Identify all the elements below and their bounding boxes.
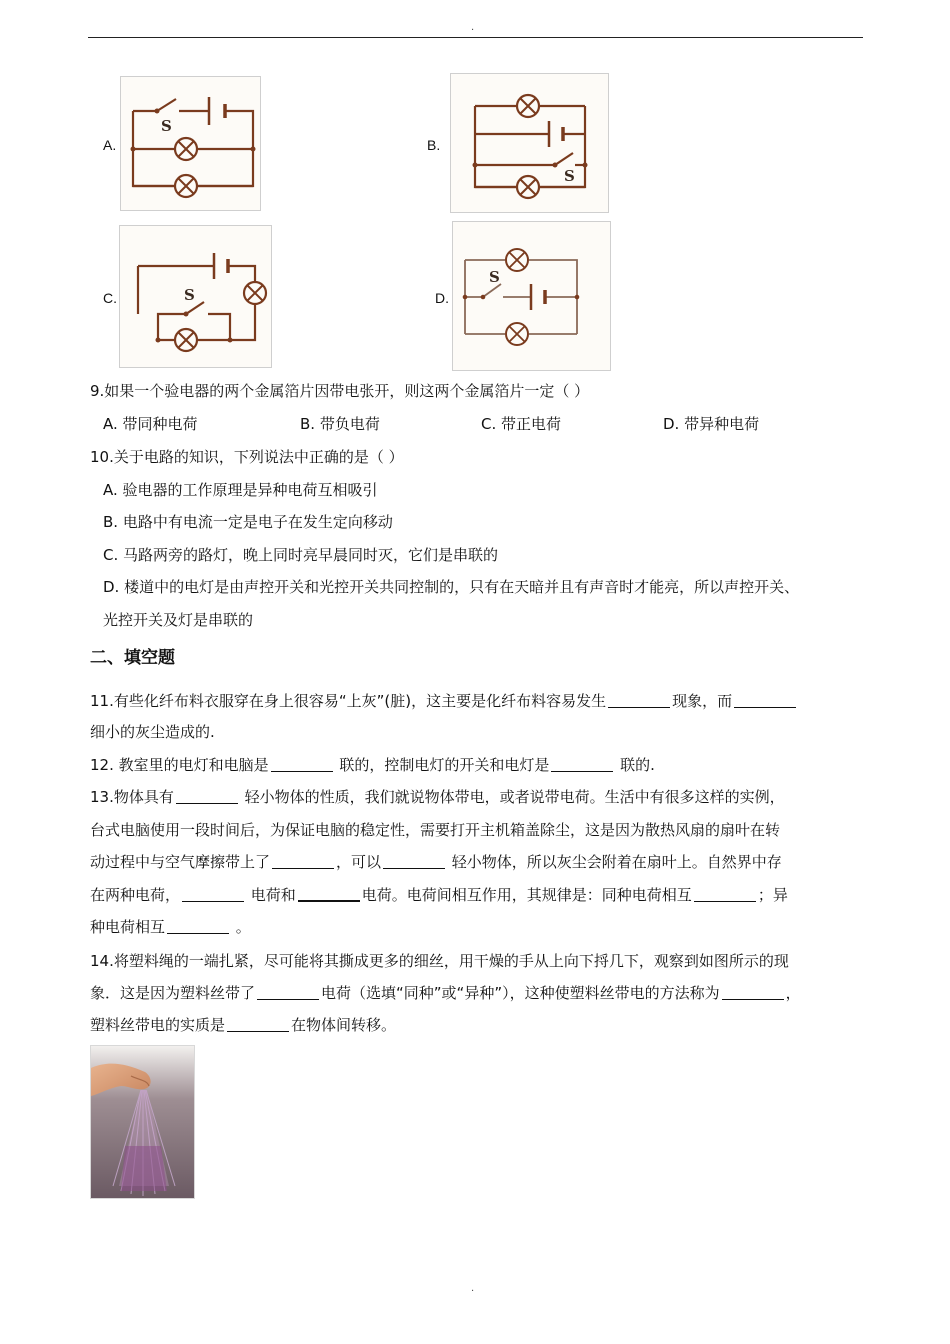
q9-option-d: D. 带异种电荷: [663, 415, 760, 433]
answer-blank[interactable]: [734, 691, 796, 708]
q10-option-d-continued: 光控开关及灯是串联的: [103, 611, 254, 629]
plastic-strands-photo: [90, 1045, 195, 1199]
q12-line: 12. 教室里的电灯和电脑是 联的，控制电灯的开关和电灯是 联的.: [90, 756, 655, 774]
q9-option-c: C. 带正电荷: [481, 415, 562, 433]
q11-line-1: 11.有些化纤布料衣服穿在身上很容易“上灰”(脏)，这主要是化纤布料容易发生 现象，而: [90, 690, 798, 712]
q10-option-c: C. 马路两旁的路灯，晚上同时亮早晨同时灭，它们是串联的: [103, 546, 499, 564]
q13-line-3: 动过程中与空气摩擦带上了 ，可以 轻小物体，所以灰尘会附着在扇叶上。自然界中存: [90, 853, 782, 871]
header-mark: .: [471, 22, 475, 33]
switch-label: S: [489, 268, 500, 286]
answer-blank[interactable]: [167, 917, 229, 934]
q13-line-2: 台式电脑使用一段时间后，为保证电脑的稳定性，需要打开主机箱盖除尘，这是因为散热风扇的扇叶在转: [90, 821, 781, 839]
header-rule: [88, 37, 863, 38]
answer-blank[interactable]: [694, 885, 756, 902]
q11-line-2: 细小的灰尘造成的.: [90, 723, 215, 741]
switch-label: S: [161, 117, 172, 135]
q13-line-1: 13.物体具有 轻小物体的性质，我们就说物体带电，或者说带电荷。生活中有很多这样的实例，: [90, 788, 785, 806]
answer-blank[interactable]: [722, 983, 784, 1000]
q8-option-c-label: C.: [103, 290, 117, 306]
q9-option-b: B. 带负电荷: [300, 415, 380, 433]
footer-mark: .: [471, 1283, 475, 1294]
circuit-diagram-d: [452, 221, 611, 371]
answer-blank[interactable]: [227, 1015, 289, 1032]
q14-line-3: 塑料丝带电的实质是 在物体间转移。: [90, 1016, 397, 1034]
q13-line-5: 种电荷相互 。: [90, 918, 251, 936]
q14-line-2: 象．这是因为塑料丝带了 电荷（选填“同种”或“异种”），这种使塑料丝带电的方法称为 ，: [90, 984, 801, 1002]
q9-option-a: A. 带同种电荷: [103, 415, 198, 433]
q8-option-a-label: A.: [103, 137, 117, 153]
answer-blank[interactable]: [257, 983, 319, 1000]
answer-blank[interactable]: [383, 852, 445, 869]
answer-blank[interactable]: [608, 691, 670, 708]
q10-option-b: B. 电路中有电流一定是电子在发生定向移动: [103, 513, 393, 531]
q8-option-b-label: B.: [427, 137, 441, 153]
q10-option-d: D. 楼道中的电灯是由声控开关和光控开关共同控制的，只有在天暗并且有声音时才能亮，所以声控开关、: [103, 578, 800, 596]
answer-blank[interactable]: [298, 884, 360, 902]
answer-blank[interactable]: [176, 787, 238, 804]
switch-label: S: [184, 286, 195, 304]
answer-blank[interactable]: [182, 885, 244, 902]
circuit-diagram-b: [450, 73, 609, 213]
switch-label: S: [564, 167, 575, 185]
q8-option-d-label: D.: [435, 290, 449, 306]
answer-blank[interactable]: [272, 852, 334, 869]
q13-line-4: 在两种电荷， 电荷和 电荷。电荷间相互作用，其规律是：同种电荷相互 ；异: [90, 886, 788, 904]
section-title: 二、填空题: [90, 648, 175, 668]
answer-blank[interactable]: [551, 755, 613, 772]
q10-stem: 10.关于电路的知识，下列说法中正确的是（ ）: [90, 448, 404, 466]
answer-blank[interactable]: [271, 755, 333, 772]
q10-option-a: A. 验电器的工作原理是异种电荷互相吸引: [103, 481, 378, 499]
q14-line-1: 14.将塑料绳的一端扎紧，尽可能将其撕成更多的细丝，用干燥的手从上向下捋几下，观察到如图所示的现: [90, 952, 789, 970]
q9-stem: 9.如果一个验电器的两个金属箔片因带电张开，则这两个金属箔片一定（ ）: [90, 382, 590, 400]
circuit-diagram-c: [119, 225, 272, 368]
circuit-diagram-a: [120, 76, 261, 211]
